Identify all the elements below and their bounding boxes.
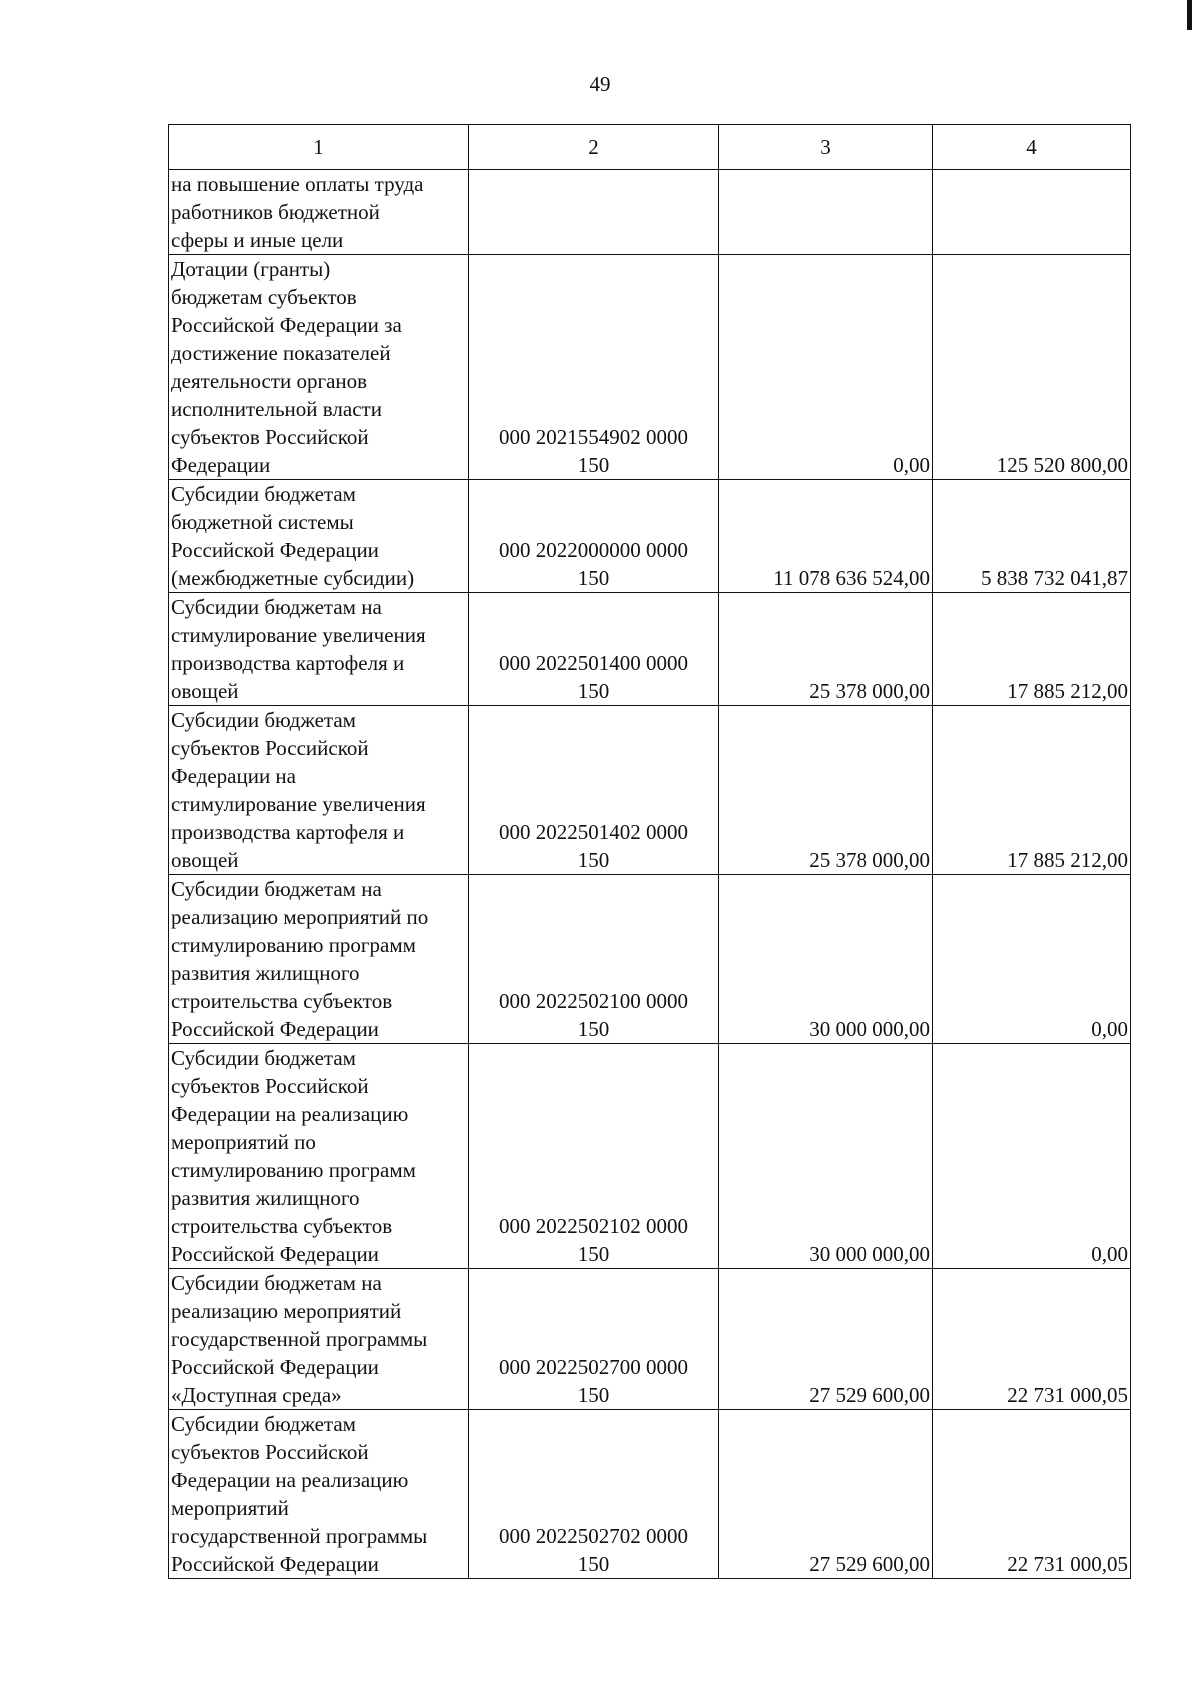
row-code: 000 2022501400 0000 150 [469, 593, 719, 706]
row-col3: 27 529 600,00 [719, 1410, 933, 1579]
page-number: 49 [589, 72, 611, 96]
row-col4: 22 731 000,05 [933, 1269, 1131, 1410]
row-col4: 125 520 800,00 [933, 255, 1131, 480]
table-row [169, 706, 1131, 875]
table-row [169, 480, 1131, 593]
table-row [169, 875, 1131, 1044]
row-name: Субсидии бюджетам бюджетной системы Российской Федерации (межбюджетные субсидии) [169, 480, 469, 593]
row-code: 000 2022502700 0000 150 [469, 1269, 719, 1410]
table-row [169, 1269, 1131, 1410]
row-col4: 0,00 [933, 1044, 1131, 1269]
budget-table [168, 124, 1131, 1579]
row-code: 000 2022501402 0000 150 [469, 706, 719, 875]
table-row [169, 170, 1131, 255]
table-body [169, 170, 1131, 1579]
table-header [169, 125, 1131, 170]
row-name: Субсидии бюджетам на реализацию мероприятий государственной программы Российской Федерации «Доступная среда» [169, 1269, 469, 1410]
header-col-3: 3 [719, 125, 933, 170]
corner-mark [1187, 0, 1192, 30]
row-col4 [933, 170, 1131, 255]
row-name: Субсидии бюджетам на стимулирование увеличения производства картофеля и овощей [169, 593, 469, 706]
row-col4: 17 885 212,00 [933, 593, 1131, 706]
table-row [169, 1044, 1131, 1269]
row-col4: 0,00 [933, 875, 1131, 1044]
row-col3: 30 000 000,00 [719, 1044, 933, 1269]
row-code: 000 2022502702 0000 150 [469, 1410, 719, 1579]
table-row [169, 1410, 1131, 1579]
row-name: Дотации (гранты) бюджетам субъектов Российской Федерации за достижение показателей деятельности органов исполнительной власти субъектов Российской Федерации [169, 255, 469, 480]
header-col-4: 4 [933, 125, 1131, 170]
row-name: Субсидии бюджетам субъектов Российской Федерации на реализацию мероприятий государственной программы Российской Федерации [169, 1410, 469, 1579]
row-col3: 25 378 000,00 [719, 593, 933, 706]
row-col3: 11 078 636 524,00 [719, 480, 933, 593]
table-row [169, 255, 1131, 480]
header-row [169, 125, 1131, 170]
row-code: 000 2022000000 0000 150 [469, 480, 719, 593]
row-col4: 22 731 000,05 [933, 1410, 1131, 1579]
row-code: 000 2022502100 0000 150 [469, 875, 719, 1044]
row-code: 000 2022502102 0000 150 [469, 1044, 719, 1269]
row-name: на повышение оплаты труда работников бюджетной сферы и иные цели [169, 170, 469, 255]
row-col3: 30 000 000,00 [719, 875, 933, 1044]
row-col3 [719, 170, 933, 255]
header-col-2: 2 [469, 125, 719, 170]
header-col-1: 1 [169, 125, 469, 170]
row-name: Субсидии бюджетам субъектов Российской Федерации на реализацию мероприятий по стимулированию программ развития жилищного строительства субъектов Российской Федерации [169, 1044, 469, 1269]
row-col4: 17 885 212,00 [933, 706, 1131, 875]
row-code [469, 170, 719, 255]
table-row [169, 593, 1131, 706]
row-name: Субсидии бюджетам субъектов Российской Федерации на стимулирование увеличения производства картофеля и овощей [169, 706, 469, 875]
row-col3: 0,00 [719, 255, 933, 480]
row-col4: 5 838 732 041,87 [933, 480, 1131, 593]
row-code: 000 2021554902 0000 150 [469, 255, 719, 480]
row-name: Субсидии бюджетам на реализацию мероприятий по стимулированию программ развития жилищного строительства субъектов Российской Федерации [169, 875, 469, 1044]
row-col3: 25 378 000,00 [719, 706, 933, 875]
row-col3: 27 529 600,00 [719, 1269, 933, 1410]
